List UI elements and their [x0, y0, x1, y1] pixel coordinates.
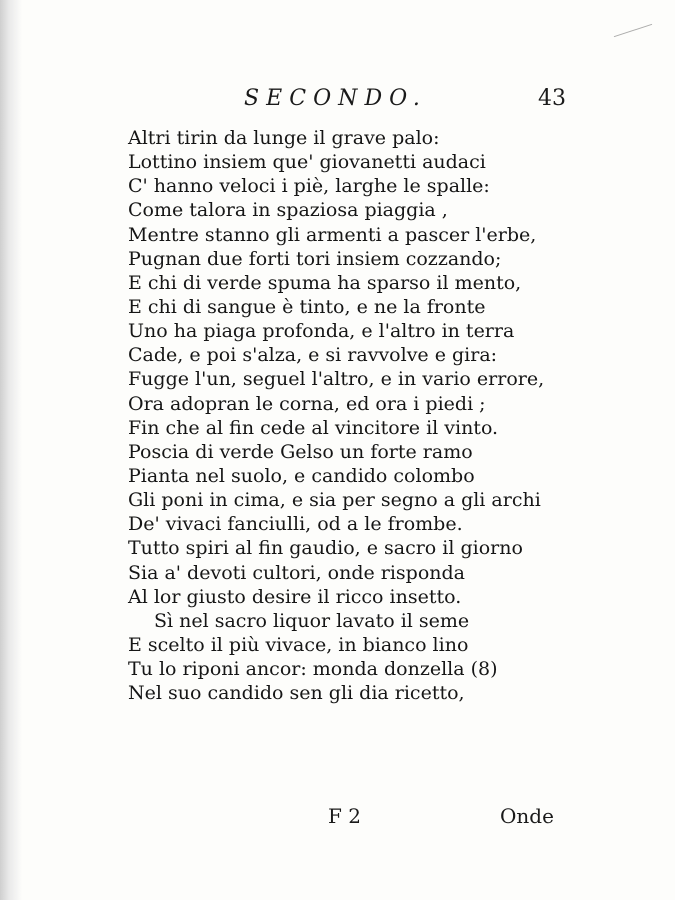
verse-line: Fugge l'un, seguel l'altro, e in vario errore,	[128, 368, 545, 391]
verse-line: Ora adopran le corna, ed ora i piedi ;	[128, 392, 486, 415]
verse-line: Lottino insiem que' giovanetti audaci	[128, 151, 486, 174]
running-head: SECONDO.	[244, 86, 427, 111]
verse-line: C' hanno veloci i piè, larghe le spalle:	[128, 175, 490, 198]
binding-shadow	[0, 0, 22, 900]
verse-line-indented: Sì nel sacro liquor lavato il seme	[154, 609, 470, 632]
verse-line: Cade, e poi s'alza, e si ravvolve e gira:	[128, 344, 498, 367]
verse-line: Poscia di verde Gelso un forte ramo	[128, 440, 473, 463]
paper-mark	[614, 24, 652, 37]
signature-mark: F 2	[328, 804, 361, 828]
verse-line: Come talora in spaziosa piaggia ,	[128, 199, 448, 222]
verse-line: Nel suo candido sen gli dia ricetto,	[128, 682, 465, 705]
verse-line: E scelto il più vivace, in bianco lino	[128, 633, 469, 656]
verse-line: Pianta nel suolo, e candido colombo	[128, 464, 475, 487]
verse-line: Pugnan due forti tori insiem cozzando;	[128, 247, 502, 270]
verse-line: Sia a' devoti cultori, onde risponda	[128, 561, 466, 584]
verse-line: Mentre stanno gli armenti a pascer l'erbe,	[128, 223, 537, 246]
page-number: 43	[538, 86, 566, 111]
verse-line: E chi di sangue è tinto, e ne la fronte	[128, 295, 486, 318]
verse-line: E chi di verde spuma ha sparso il mento,	[128, 271, 522, 294]
catchword: Onde	[500, 804, 554, 828]
verse-line: Fin che al fin cede al vincitore il vinto.	[128, 416, 499, 439]
verse-line: Al lor giusto desire il ricco insetto.	[128, 585, 462, 608]
verse-line: Uno ha piaga profonda, e l'altro in terra	[128, 320, 515, 343]
verse-line: Tutto spiri al fin gaudio, e sacro il giorno	[128, 537, 523, 560]
verse-line: Tu lo riponi ancor: monda donzella (8)	[128, 658, 498, 681]
verse-line: Altri tirin da lunge il grave palo:	[128, 127, 440, 149]
verse-line: Gli poni in cima, e sia per segno a gli archi	[128, 489, 541, 512]
verse-line: De' vivaci fanciulli, od a le frombe.	[128, 513, 463, 536]
verse-block	[128, 126, 568, 705]
